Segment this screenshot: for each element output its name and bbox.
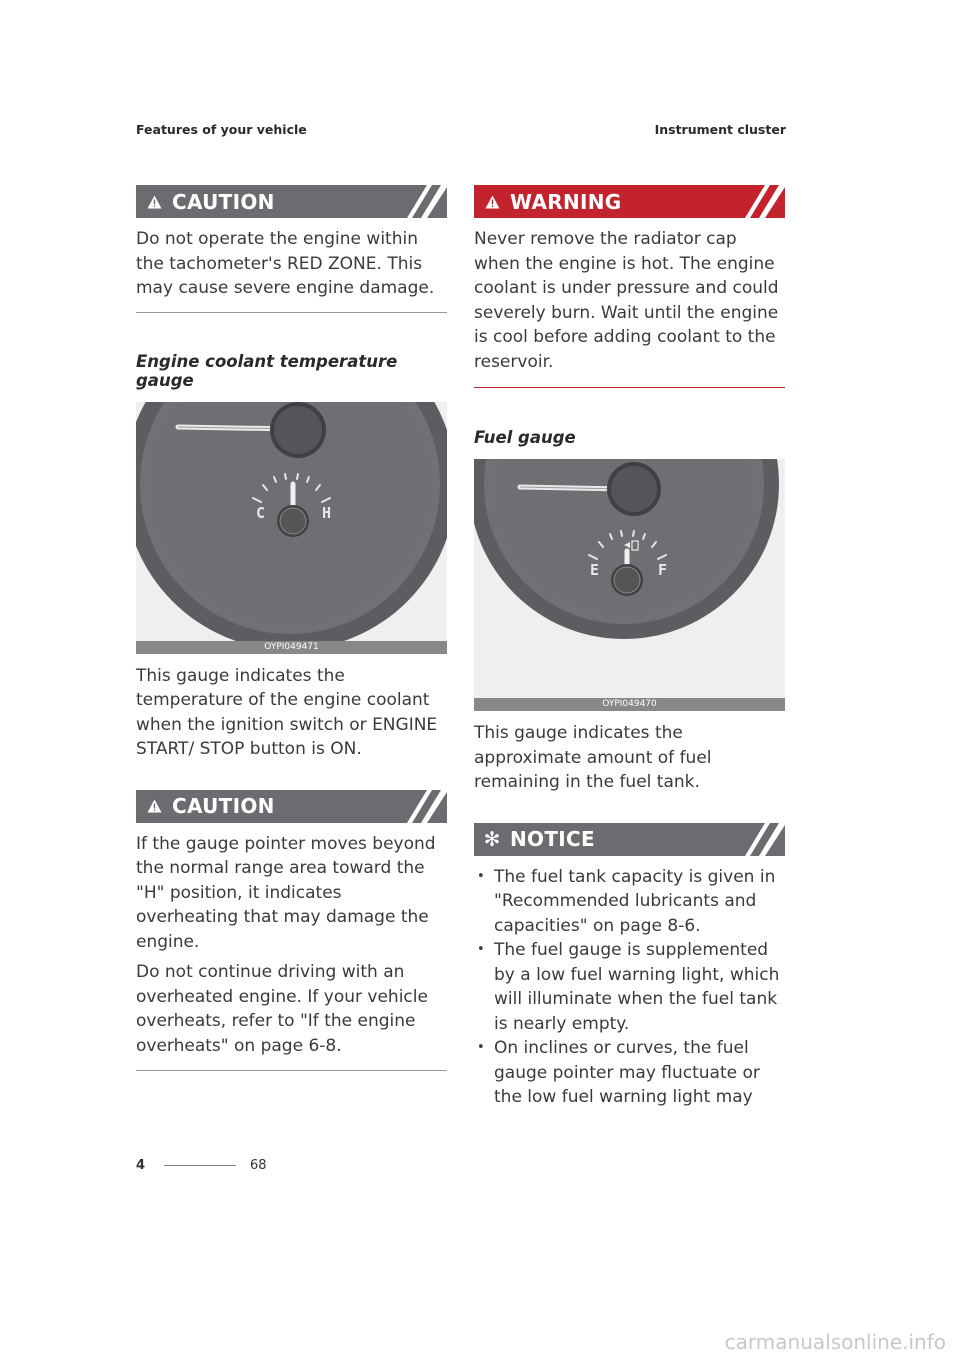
watermark: carmanualsonline.info	[724, 1330, 946, 1354]
divider	[136, 1070, 447, 1071]
caution-label: CAUTION	[172, 794, 275, 818]
banner-slash-decoration	[723, 185, 785, 218]
right-column	[474, 185, 785, 1110]
warning-text: Never remove the radiator cap when the engine is hot. The engine coolant is under pressure and could severely burn. Wait until the engine is cool before adding coolant to the reservoir.	[474, 229, 779, 372]
coolant-gauge-figure	[136, 402, 447, 654]
notice-list	[474, 865, 785, 1110]
fuel-gauge-figure	[474, 459, 785, 711]
caution-text-2: Do not continue driving with an overheated engine. If your vehicle overheats, refer to "If the engine overheats" on page 6-8.	[136, 962, 428, 1056]
page-footer	[136, 1158, 267, 1173]
warning-triangle-icon	[146, 799, 162, 813]
section-title: Engine coolant temperature gauge	[136, 351, 398, 390]
banner-slash-decoration	[723, 823, 785, 856]
figure-code: OYPI049470	[474, 698, 785, 711]
banner-slash-decoration	[385, 185, 447, 218]
notice-label: NOTICE	[510, 827, 595, 851]
footer-rule	[164, 1165, 236, 1166]
caution-banner	[136, 185, 447, 218]
divider	[136, 312, 447, 313]
coolant-description: This gauge indicates the temperature of the engine coolant when the ignition switch or ENGINE START/ STOP button is ON.	[136, 665, 438, 759]
list-item: • On inclines or curves, the fuel gauge pointer may fluctuate or the low fuel warning light may	[474, 1036, 785, 1110]
left-column	[136, 185, 447, 1071]
notice-banner	[474, 823, 785, 856]
section-title: Fuel gauge	[474, 428, 576, 447]
list-item: • The fuel tank capacity is given in "Recommended lubricants and capacities" on page 8-6.	[474, 865, 785, 939]
caution-text: Do not operate the engine within the tachometer's RED ZONE. This may cause severe engine damage.	[136, 229, 435, 298]
temperature-gauge-illustration	[136, 402, 447, 654]
banner-slash-decoration	[385, 790, 447, 823]
figure-code: OYPI049471	[136, 641, 447, 654]
asterisk-icon: ✻	[483, 827, 501, 851]
warning-triangle-icon	[484, 195, 500, 209]
warning-label: WARNING	[510, 189, 622, 214]
chapter-number: 4	[136, 1158, 146, 1173]
fuel-description: This gauge indicates the approximate amount of fuel remaining in the fuel tank.	[474, 723, 712, 792]
fuel-gauge-illustration	[474, 459, 785, 711]
gauge-label-e: E	[590, 561, 600, 579]
gauge-label-h: H	[322, 503, 332, 522]
page-number: 68	[250, 1158, 267, 1173]
header-chapter: Instrument cluster	[654, 122, 786, 137]
gauge-label-c: C	[256, 503, 266, 522]
header-section: Features of your vehicle	[136, 122, 307, 137]
list-item: • The fuel gauge is supplemented by a low fuel warning light, which will illuminate when the fuel tank is nearly empty.	[474, 938, 785, 1036]
warning-banner	[474, 185, 785, 218]
caution-text-1: If the gauge pointer moves beyond the normal range area toward the "H" position, it indicates overheating that may damage the engine.	[136, 833, 436, 952]
gauge-label-f: F	[658, 561, 668, 579]
divider-red	[474, 387, 785, 388]
caution-banner-2	[136, 790, 447, 823]
caution-label: CAUTION	[172, 189, 275, 214]
warning-triangle-icon	[146, 195, 162, 209]
